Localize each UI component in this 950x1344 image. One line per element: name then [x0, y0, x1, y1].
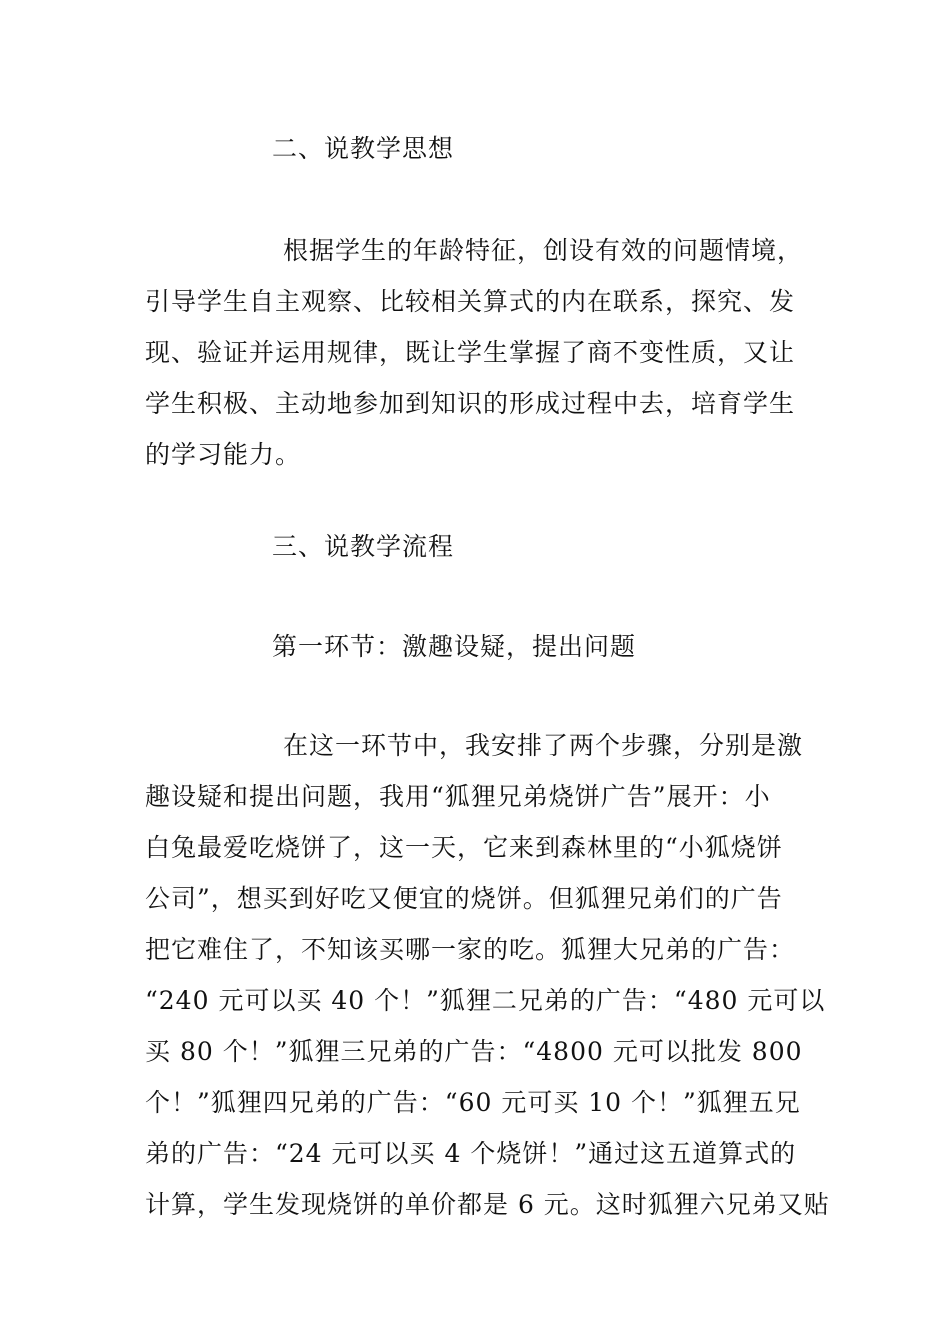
paragraph-line: 公司”，想买到好吃又便宜的烧饼。但狐狸兄弟们的广告: [145, 884, 783, 913]
paragraph: [145, 720, 830, 1230]
paragraph-line: 的学习能力。: [145, 440, 302, 469]
paragraph-line: 弟的广告：“24 元可以买 4 个烧饼！”通过这五道算式的: [145, 1139, 797, 1168]
paragraph-line: 把它难住了，不知该买哪一家的吃。狐狸大兄弟的广告：: [145, 935, 796, 964]
paragraph-line: 个！”狐狸四兄弟的广告：“60 元可买 10 个！”狐狸五兄: [145, 1088, 801, 1117]
section-heading: 三、说教学流程: [272, 532, 455, 561]
paragraph-line: 趣设疑和提出问题，我用“狐狸兄弟烧饼广告”展开：小: [145, 782, 771, 811]
paragraph-line: 现、验证并运用规律，既让学生掌握了商不变性质，又让: [145, 338, 796, 367]
paragraph-line: 计算，学生发现烧饼的单价都是 6 元。这时狐狸六兄弟又贴: [145, 1190, 830, 1219]
subsection-heading: 第一环节：激趣设疑，提出问题: [272, 632, 637, 661]
section-heading: 二、说教学思想: [272, 134, 455, 163]
paragraph: [145, 225, 810, 480]
paragraph-line: “240 元可以买 40 个！”狐狸二兄弟的广告：“480 元可以: [145, 986, 826, 1015]
paragraph-line: 白兔最爱吃烧饼了，这一天，它来到森林里的“小狐烧饼: [145, 833, 783, 862]
paragraph-line: 根据学生的年龄特征，创设有效的问题情境，: [283, 236, 804, 265]
paragraph-line: 学生积极、主动地参加到知识的形成过程中去，培育学生: [145, 389, 796, 418]
paragraph-line: 引导学生自主观察、比较相关算式的内在联系，探究、发: [145, 287, 796, 316]
paragraph-line: 买 80 个！”狐狸三兄弟的广告：“4800 元可以批发 800: [145, 1037, 803, 1066]
paragraph-line: 在这一环节中，我安排了两个步骤，分别是激: [283, 731, 804, 760]
